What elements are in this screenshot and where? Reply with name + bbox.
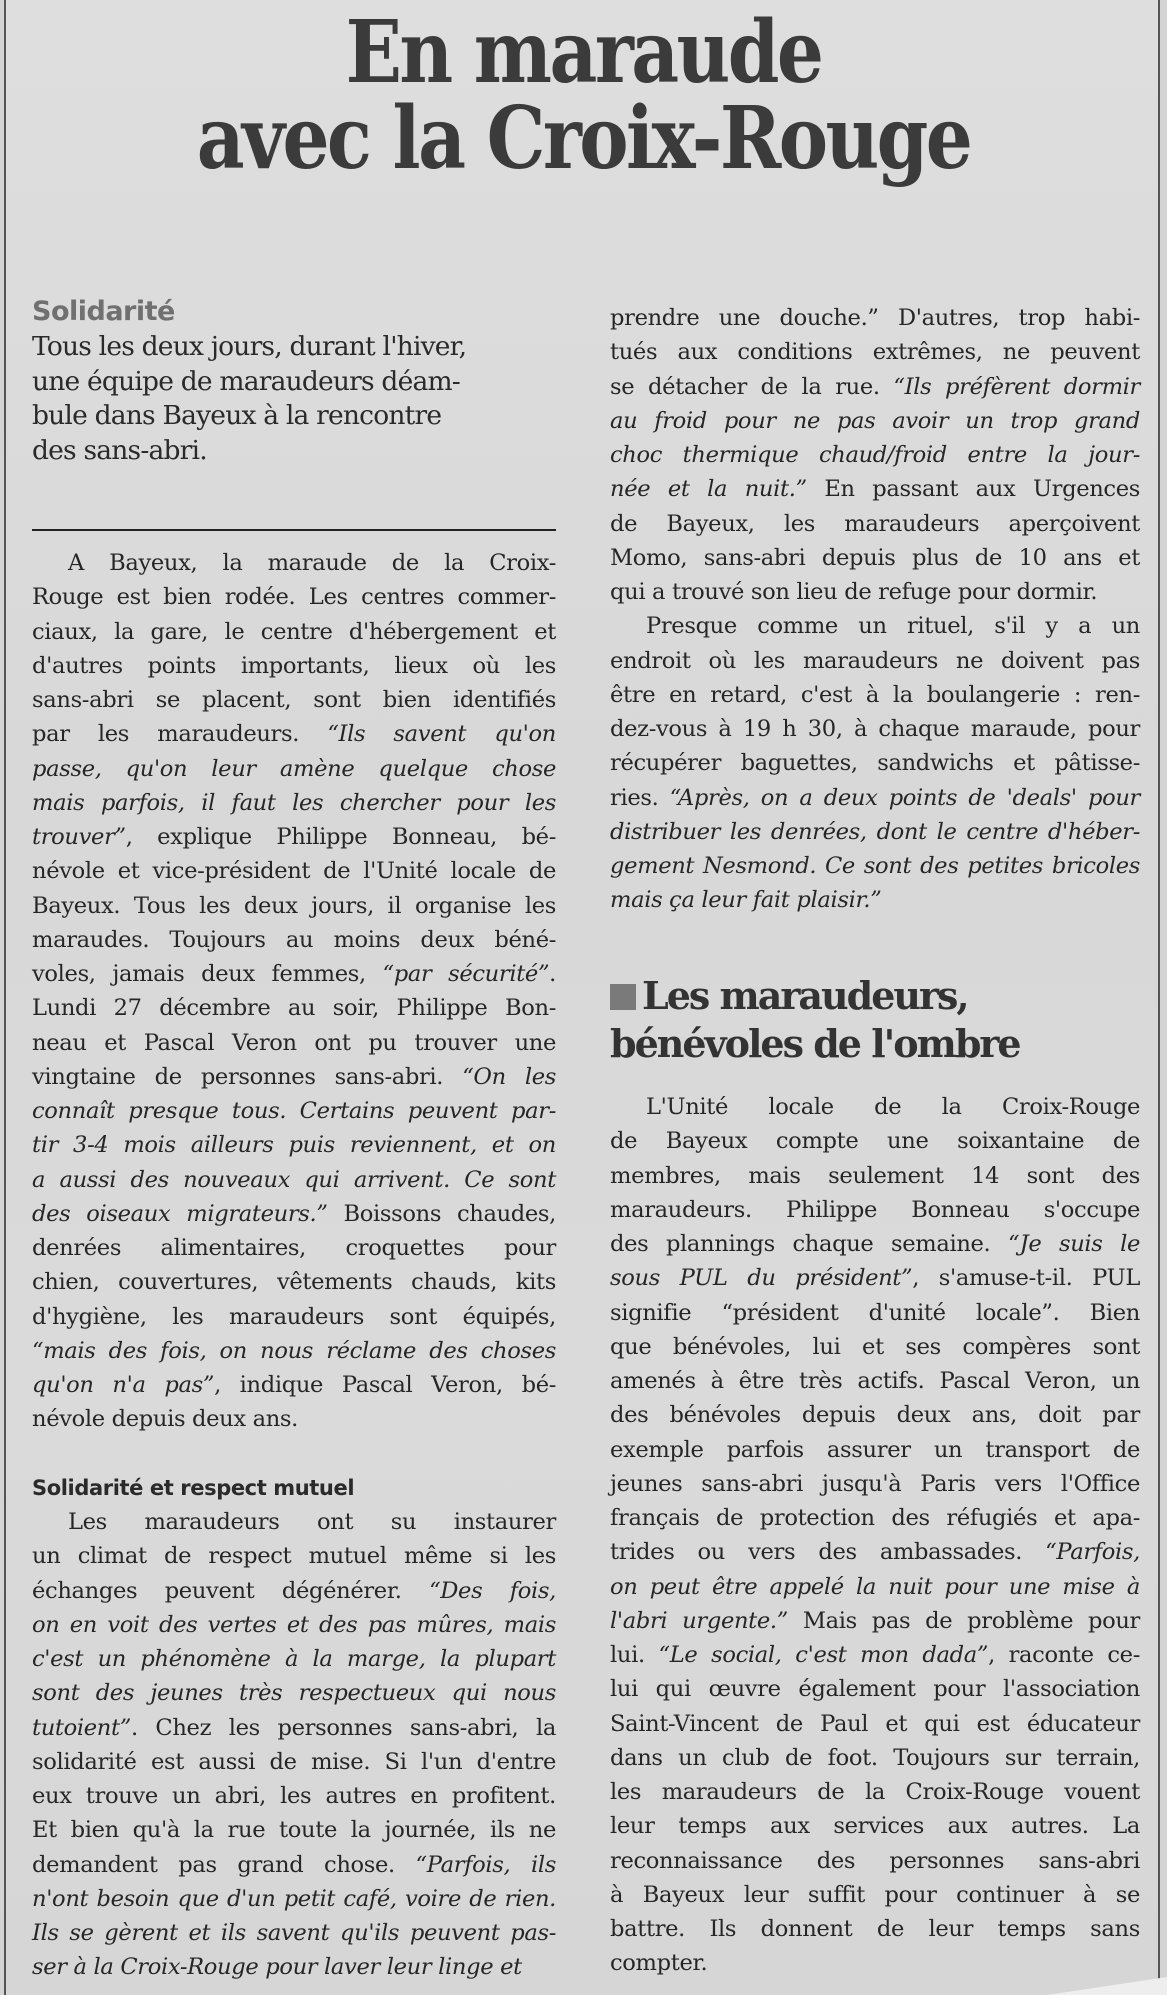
text-line [610, 301, 1140, 335]
text-line [32, 580, 556, 614]
text-segment: neau et Pascal Veron ont pu trouver une [32, 1029, 556, 1056]
text-line [610, 1638, 1140, 1672]
deck-line: des sans-abri. [32, 434, 207, 466]
text-segment: sont des jeunes très respectueux qui nous [32, 1680, 556, 1707]
text-segment: des bénévoles depuis deux ans, doit par [610, 1402, 1140, 1429]
text-segment: Rouge est bien rodée. Les centres commer- [32, 584, 556, 611]
text-segment: a aussi des nouveaux qui arrivent. Ce sont [32, 1166, 556, 1193]
text-line [610, 746, 1140, 780]
text-segment: se détacher de la rue. [610, 373, 894, 400]
text-segment: névole depuis deux ans. [32, 1406, 298, 1433]
paragraph [610, 301, 1140, 609]
text-line [610, 1912, 1140, 1946]
text-segment: récupérer baguettes, sandwichs et pâtisse- [610, 750, 1140, 777]
text-segment: “Le social, c'est mon dada” [658, 1642, 989, 1668]
text-line [32, 1402, 556, 1436]
text-line [32, 1779, 556, 1813]
text-line [610, 1741, 1140, 1775]
text-line [610, 678, 1140, 712]
text-line [32, 1334, 556, 1368]
text-segment: , s'amuse-t-il. PUL [912, 1265, 1140, 1292]
paragraph [610, 1090, 1140, 1981]
text-segment: Saint-Vincent de Paul et qui est éducateur [610, 1710, 1140, 1737]
text-segment: D'autres, trop habi- [878, 305, 1140, 331]
text-line [32, 1711, 556, 1745]
text-line [610, 1296, 1140, 1330]
text-line [32, 649, 556, 683]
text-segment: des oiseaux migrateurs.” [32, 1200, 328, 1227]
text-segment: on peut être appelé la nuit pour une mise à [610, 1573, 1140, 1600]
text-line [32, 854, 556, 888]
text-line [610, 1707, 1140, 1741]
deck [32, 330, 572, 468]
text-line [610, 1775, 1140, 1809]
text-segment: “par sécurité” [382, 961, 550, 987]
text-segment: trides ou vers des ambassades. [610, 1539, 1046, 1566]
text-line [32, 1368, 556, 1402]
text-segment: chien, couvertures, vêtements chauds, kits [32, 1269, 556, 1296]
text-segment: distribuer les denrées, dont le centre d'héber- [610, 818, 1140, 845]
text-segment: l'abri urgente.” [610, 1607, 788, 1634]
text-segment: demandent pas grand chose. [32, 1851, 416, 1878]
text-line [610, 1604, 1140, 1638]
text-segment: amenés à être très actifs. Pascal Veron, un [610, 1368, 1140, 1394]
text-segment: voles, jamais deux femmes, [32, 961, 383, 987]
text-line [610, 575, 1140, 609]
text-segment: choc thermique chaud/froid entre la jour- [610, 442, 1140, 468]
text-segment: signifie “président d'unité locale”. Bien [610, 1299, 1140, 1326]
text-line [610, 1844, 1140, 1878]
text-line [610, 1570, 1140, 1604]
text-segment: au froid pour ne pas avoir un trop grand [610, 407, 1140, 434]
text-segment: un climat de respect mutuel même si les [32, 1543, 556, 1570]
text-segment: “Des fois, [429, 1577, 557, 1604]
text-line [32, 1197, 556, 1231]
text-segment: mais ça leur fait plaisir.” [610, 887, 882, 914]
text-segment: , raconte ce- [988, 1642, 1140, 1668]
text-segment: dans un club de foot. Toujours sur terrain, [610, 1744, 1140, 1771]
text-line [32, 957, 556, 991]
text-line [610, 712, 1140, 746]
text-line [610, 849, 1140, 883]
text-segment: trouver” [32, 824, 126, 850]
left-column [32, 546, 556, 1985]
text-line [32, 991, 556, 1025]
text-segment: Ils se gèrent et ils savent qu'ils peuvent pas- [32, 1920, 556, 1946]
divider-rule [32, 529, 556, 531]
text-segment: reconnaissance des personnes sans-abri [610, 1847, 1140, 1874]
deck-line: une équipe de maraudeurs déam- [32, 365, 460, 397]
deck-line: Tous les deux jours, durant l'hiver, [32, 331, 467, 362]
text-line [610, 1809, 1140, 1843]
text-segment: compter. [610, 1950, 708, 1977]
text-segment: L'Unité locale de la Croix-Rouge [646, 1094, 1140, 1120]
text-segment: d'hygiène, les maraudeurs sont équipés, [32, 1303, 556, 1330]
text-line [32, 1950, 556, 1984]
text-segment: lui qui œuvre également pour l'association [610, 1676, 1140, 1703]
text-segment: des plannings chaque semaine. [610, 1231, 1008, 1257]
text-line [610, 609, 1140, 643]
text-line [32, 1848, 556, 1882]
text-segment: gement Nesmond. Ce sont des petites bricoles [610, 853, 1140, 879]
text-line [32, 1163, 556, 1197]
text-segment: . [549, 961, 557, 987]
text-segment: “mais des fois, on nous réclame des choses [32, 1337, 556, 1364]
text-segment: ries. [610, 784, 670, 811]
text-line [610, 1364, 1140, 1398]
headline-line-1: En maraude [345, 2, 822, 103]
text-segment: c'est un phénomène à la marge, la plupart [32, 1646, 556, 1672]
text-segment: ser à la Croix-Rouge pour laver leur linge et [32, 1954, 522, 1981]
text-segment: solidarité est aussi de mise. Si l'un d'entre [32, 1748, 556, 1775]
text-segment: Lundi 27 décembre au soir, Philippe Bon- [32, 995, 556, 1022]
text-line [610, 1946, 1140, 1980]
text-segment: “Après, on a deux points de 'deals' pour [669, 784, 1140, 811]
text-segment: tir 3-4 mois ailleurs puis reviennent, et on [32, 1132, 556, 1159]
text-line [32, 717, 556, 751]
text-line [32, 1300, 556, 1334]
subheading: Solidarité et respect mutuel [32, 1475, 355, 1500]
text-segment: Et bien qu'à la rue toute la journée, ils ne [32, 1817, 556, 1844]
text-segment: les maraudeurs de la Croix-Rouge vouent [610, 1779, 1140, 1805]
deck-line: bule dans Bayeux à la rencontre [32, 400, 442, 431]
text-segment: échanges peuvent dégénérer. [32, 1577, 430, 1604]
text-line [610, 1467, 1140, 1501]
text-line [32, 923, 556, 957]
text-line [32, 820, 556, 854]
text-line [610, 883, 1140, 917]
text-segment: tués aux conditions extrêmes, ne peuvent [610, 339, 1140, 366]
text-segment: Momo, sans-abri depuis plus de 10 ans et [610, 544, 1140, 571]
text-segment: être en retard, c'est à la boulangerie : ren- [610, 681, 1140, 708]
text-line [610, 1878, 1140, 1912]
text-line [610, 1330, 1140, 1364]
text-segment: “Parfois, [1045, 1539, 1140, 1566]
text-segment: qu'on n'a pas” [32, 1372, 215, 1398]
text-line [610, 472, 1140, 506]
text-line [610, 1090, 1140, 1124]
text-segment: que bénévoles, lui et ses compères sont [610, 1333, 1140, 1360]
text-segment: Mais pas de problème pour [787, 1607, 1140, 1634]
section-heading [610, 972, 1150, 1068]
text-segment: prendre une douche.” [610, 305, 879, 331]
text-segment: mais parfois, il faut les chercher pour les [32, 789, 556, 816]
text-line [32, 1676, 556, 1710]
text-segment: on en voit des vertes et des pas mûres, mais [32, 1611, 556, 1638]
text-line [610, 1672, 1140, 1706]
text-segment: née et la nuit.” [610, 476, 807, 503]
headline-line-2: avec la Croix-Rouge [196, 88, 971, 189]
text-segment: “Ils préfèrent dormir [893, 373, 1140, 400]
text-segment: tutoient” [32, 1714, 131, 1741]
text-segment: A Bayeux, la maraude de la Croix- [68, 550, 556, 576]
text-line [32, 889, 556, 923]
section-heading-line-1: Les maraudeurs, [642, 973, 968, 1018]
text-line [610, 1535, 1140, 1569]
text-line [32, 1642, 556, 1676]
text-line [610, 1124, 1140, 1158]
paragraph [32, 546, 556, 1437]
text-line [32, 615, 556, 649]
text-line [610, 507, 1140, 541]
text-segment: à Bayeux leur suffit pour continuer à se [610, 1881, 1140, 1908]
text-line [610, 1193, 1140, 1227]
text-line [32, 1813, 556, 1847]
paragraph [32, 1505, 556, 1985]
text-segment: “Je suis le [1007, 1231, 1140, 1257]
text-segment: maraudeurs. Philippe Bonneau s'occupe [610, 1196, 1140, 1223]
text-segment: “On les [462, 1063, 556, 1090]
text-line [610, 370, 1140, 404]
paragraph [610, 609, 1140, 917]
text-line [610, 438, 1140, 472]
text-line [32, 1094, 556, 1128]
kicker: Solidarité [32, 296, 175, 327]
text-segment: , explique Philippe Bonneau, bé- [125, 824, 556, 850]
text-segment: vingtaine de personnes sans-abri. [32, 1063, 463, 1090]
text-line [32, 1505, 556, 1539]
text-segment: “Ils savent qu'on [327, 721, 557, 748]
text-segment: passe, qu'on leur amène quelque chose [32, 755, 556, 782]
text-line [610, 1398, 1140, 1432]
text-segment: En passant aux Urgences [806, 476, 1140, 503]
text-line [610, 404, 1140, 438]
text-line [32, 1745, 556, 1779]
text-segment: connaît presque tous. Certains peuvent par- [32, 1098, 556, 1124]
text-line [32, 786, 556, 820]
text-line [32, 546, 556, 580]
text-segment: par les maraudeurs. [32, 721, 328, 748]
text-segment: français de protection des réfugiés et apa- [610, 1505, 1140, 1531]
text-segment: ciaux, la gare, le centre d'hébergement et [32, 618, 556, 645]
text-line [610, 1227, 1140, 1261]
text-segment: de Bayeux compte une soixantaine de [610, 1128, 1140, 1155]
text-segment: eux trouve un abri, les autres en profitent. [32, 1783, 556, 1809]
text-segment: leur temps aux services aux autres. La [610, 1813, 1140, 1840]
text-line [610, 644, 1140, 678]
text-segment: d'autres points importants, lieux où les [32, 652, 556, 679]
right-column-top [610, 301, 1140, 918]
text-segment: endroit où les maraudeurs ne doivent pas [610, 647, 1140, 674]
right-column-bottom [610, 1090, 1140, 1981]
text-line [610, 541, 1140, 575]
text-line [32, 752, 556, 786]
text-segment: exemple parfois assurer un transport de [610, 1436, 1140, 1463]
text-segment: maraudes. Toujours au moins deux béné- [32, 926, 556, 953]
text-segment: Boissons chaudes, [327, 1200, 556, 1227]
text-line [32, 1882, 556, 1916]
text-line [32, 1231, 556, 1265]
text-segment: qui a trouvé son lieu de refuge pour dormir. [610, 579, 1098, 605]
text-segment: , indique Pascal Veron, bé- [214, 1372, 556, 1398]
text-line [610, 335, 1140, 369]
text-line [32, 1265, 556, 1299]
text-line [32, 1026, 556, 1060]
text-segment: sous PUL du président” [610, 1265, 913, 1292]
text-segment: Les maraudeurs ont su instaurer [68, 1509, 556, 1535]
text-segment: sans-abri se placent, sont bien identifiés [32, 687, 556, 713]
text-segment: n'ont besoin que d'un petit café, voire de rien. [32, 1885, 556, 1912]
text-segment: lui. [610, 1642, 659, 1668]
text-segment: dez-vous à 19 h 30, à chaque maraude, pour [610, 716, 1140, 742]
text-segment: jeunes sans-abri jusqu'à Paris vers l'Office [610, 1470, 1140, 1497]
text-line [610, 1261, 1140, 1295]
text-line [610, 1501, 1140, 1535]
text-line [610, 781, 1140, 815]
text-line [610, 1433, 1140, 1467]
text-segment: battre. Ils donnent de leur temps sans [610, 1916, 1140, 1942]
text-line [32, 1128, 556, 1162]
text-segment: névole et vice-président de l'Unité locale de [32, 858, 556, 885]
section-heading-line-2: bénévoles de l'ombre [610, 1021, 1020, 1066]
text-segment: . Chez les personnes sans-abri, la [130, 1714, 556, 1741]
text-segment: “Parfois, ils [415, 1851, 557, 1878]
text-line [32, 1060, 556, 1094]
text-segment: membres, mais seulement 14 sont des [610, 1162, 1140, 1189]
text-line [32, 683, 556, 717]
text-segment: Bayeux. Tous les deux jours, il organise les [32, 892, 556, 919]
text-segment: denrées alimentaires, croquettes pour [32, 1235, 556, 1261]
square-bullet-icon [610, 984, 636, 1010]
text-line [32, 1608, 556, 1642]
text-line [32, 1574, 556, 1608]
text-segment: Presque comme un rituel, s'il y a un [646, 613, 1140, 640]
text-line [610, 815, 1140, 849]
text-line [32, 1916, 556, 1950]
text-line [610, 1159, 1140, 1193]
text-segment: de Bayeux, les maraudeurs aperçoivent [610, 510, 1140, 537]
text-line [32, 1539, 556, 1573]
